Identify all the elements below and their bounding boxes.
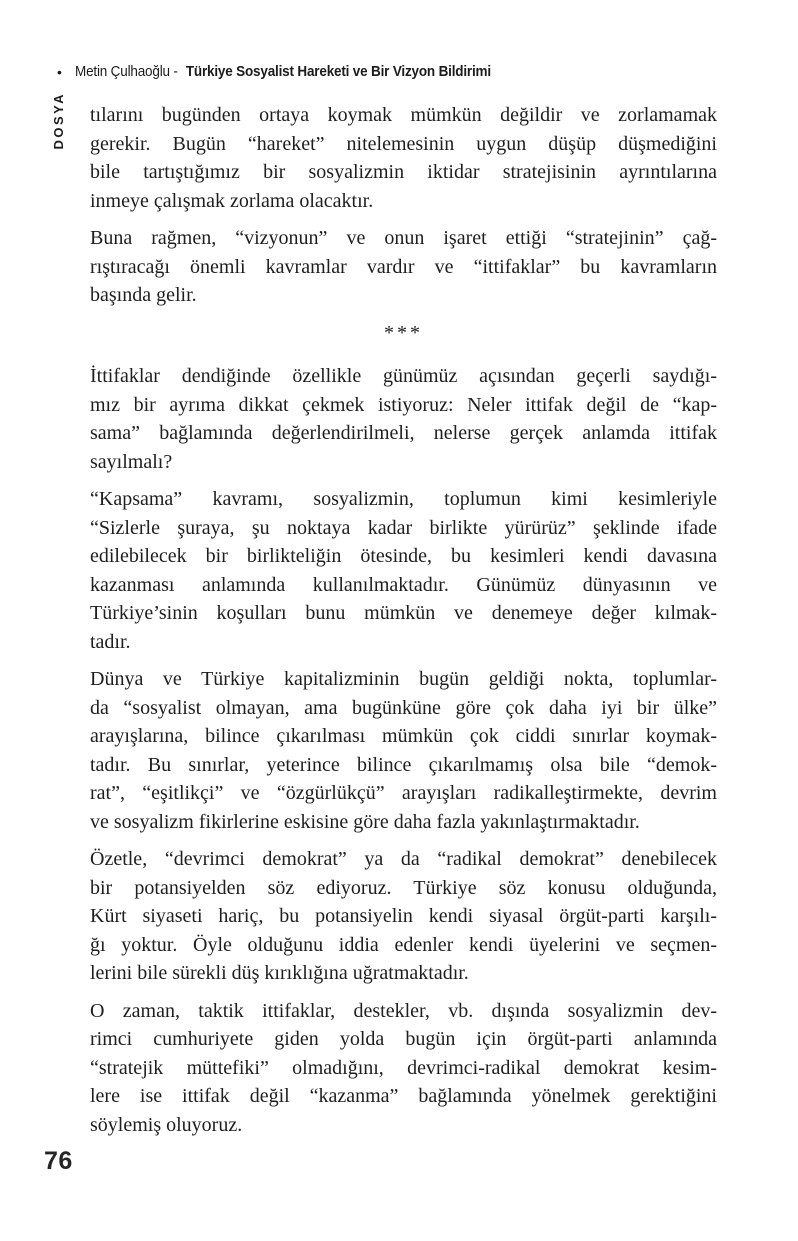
text-line: lerini bile sürekli düş kırıklığına uğratmaktadır. bbox=[90, 962, 469, 984]
text-line: da “sosyalist olmayan, ama bugünküne göre çok daha iyi bir ülke” bbox=[90, 696, 717, 719]
text-line: ve sosyalizm fikirlerine eskisine göre daha fazla yakınlaştırmaktadır. bbox=[90, 810, 640, 833]
paragraph bbox=[90, 362, 717, 476]
text-line: “stratejik müttefiki” olmadığını, devrimci-radikal demokrat kesim- bbox=[90, 1056, 717, 1079]
page-number: 76 bbox=[44, 1147, 73, 1175]
text-line: “Kapsama” kavramı, sosyalizmin, toplumun kimi kesimleriyle bbox=[90, 488, 717, 510]
text-line: lere ise ittifak değil “kazanma” bağlamında yönelmek gerektiğini bbox=[90, 1085, 717, 1107]
text-line: Buna rağmen, “vizyonun” ve onun işaret ettiği “stratejinin” çağ- bbox=[90, 227, 717, 249]
header-author: Metin Çulhaoğlu - bbox=[74, 63, 178, 80]
text-line: rat”, “eşitlikçi” ve “özgürlükçü” arayışları radikalleştirmekte, devrim bbox=[90, 782, 717, 804]
text-line: “Sizlerle şuraya, şu noktaya kadar birlikte yürürüz” şeklinde ifade bbox=[90, 516, 717, 539]
text-line: kazanması anlamında kullanılmaktadır. Günümüz dünyasının ve bbox=[90, 573, 717, 596]
paragraph bbox=[90, 224, 717, 310]
bullet-icon: • bbox=[57, 63, 62, 80]
text-line: bile tartıştığımız bir sosyalizmin iktidar stratejisinin ayrıntılarına bbox=[90, 161, 717, 183]
text-line: ğı yoktur. Öyle olduğunu iddia edenler kendi üyelerini ve seçmen- bbox=[90, 933, 717, 956]
text-line: Kürt siyaseti hariç, bu potansiyelin kendi siyasal örgüt-parti karşılı- bbox=[90, 905, 717, 927]
text-line: sama” bağlamında değerlendirilmeli, nelerse gerçek anlamda ittifak bbox=[90, 422, 717, 444]
text-line: bir potansiyelden söz ediyoruz. Türkiye söz konusu olduğunda, bbox=[90, 876, 717, 899]
text-line: Türkiye’sinin koşulları bunu mümkün ve denemeye değer kılmak- bbox=[90, 602, 717, 624]
text-line: söylemiş oluyoruz. bbox=[90, 1113, 243, 1136]
text-line: tılarını bugünden ortaya koymak mümkün değildir ve zorlamamak bbox=[90, 104, 717, 126]
text-column bbox=[90, 101, 717, 1148]
paragraph bbox=[90, 997, 717, 1140]
text-line: rıştıracağı önemli kavramlar vardır ve “ittifaklar” bu kavramların bbox=[90, 255, 717, 278]
text-line: sayılmalı? bbox=[90, 450, 173, 473]
text-line: mız bir ayrıma dikkat çekmek istiyoruz: Neler ittifak değil de “kap- bbox=[90, 393, 717, 416]
text-line: Özetle, “devrimci demokrat” ya da “radikal demokrat” denebilecek bbox=[90, 848, 717, 870]
text-line: gerekir. Bugün “hareket” nitelemesinin uygun düşüp düşmediğini bbox=[90, 132, 717, 155]
text-line: tadır. Bu sınırlar, yeterince bilince çıkarılmamış olsa bile “demok- bbox=[90, 753, 717, 776]
header-title: Türkiye Sosyalist Hareketi ve Bir Vizyon Bildirimi bbox=[185, 63, 491, 80]
paragraph bbox=[90, 101, 717, 215]
text-line: Dünya ve Türkiye kapitalizminin bugün geldiği nokta, toplumlar- bbox=[90, 668, 717, 690]
side-label-dosya: DOSYA bbox=[51, 92, 66, 150]
text-line: tadır. bbox=[90, 630, 131, 653]
paragraph bbox=[90, 845, 717, 988]
text-line: arayışlarına, bilince çıkarılması mümkün çok ciddi sınırlar koymak- bbox=[90, 725, 717, 747]
text-line: İttifaklar dendiğinde özellikle günümüz açısından geçerli saydığı- bbox=[90, 365, 717, 387]
paragraph bbox=[90, 665, 717, 836]
section-separator: *** bbox=[384, 321, 423, 344]
running-header bbox=[57, 63, 537, 80]
text-line: O zaman, taktik ittifaklar, destekler, vb. dışında sosyalizmin dev- bbox=[90, 999, 717, 1022]
text-line: başında gelir. bbox=[90, 284, 197, 306]
text-line: rimci cumhuriyete giden yolda bugün için örgüt-parti anlamında bbox=[90, 1028, 717, 1050]
header-text bbox=[75, 63, 491, 80]
text-line: edilebilecek bir birlikteliğin ötesinde, bu kesimleri kendi davasına bbox=[90, 545, 717, 567]
paragraph bbox=[90, 485, 717, 656]
text-line: inmeye çalışmak zorlama olacaktır. bbox=[90, 189, 374, 212]
